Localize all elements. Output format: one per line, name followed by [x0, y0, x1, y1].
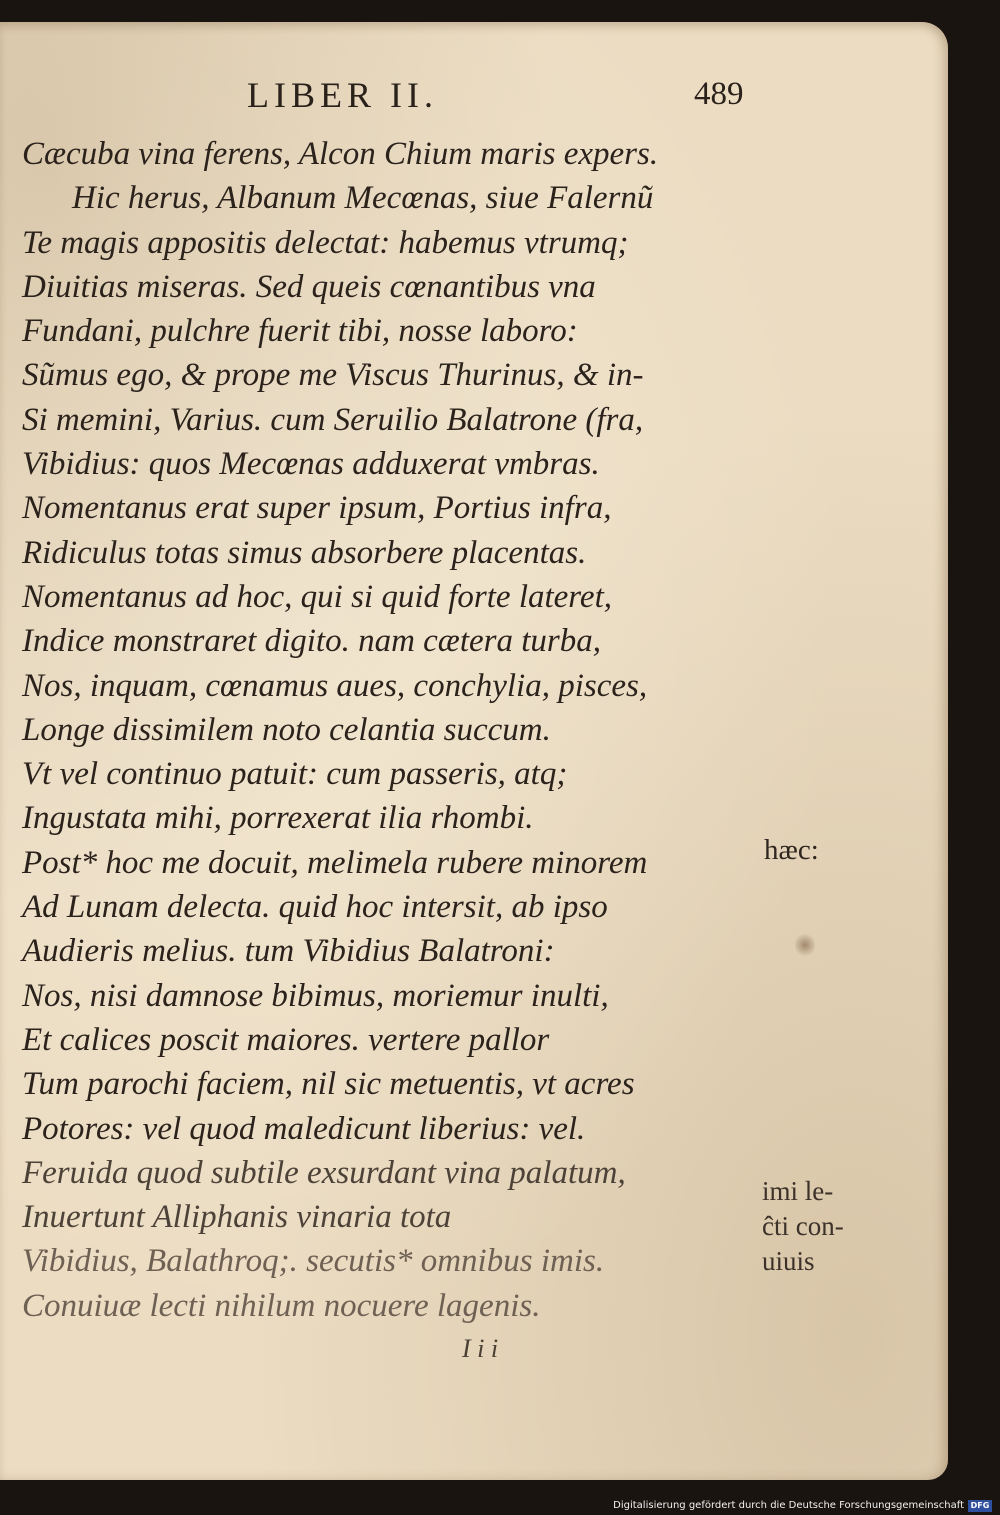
verse-line: Conuiuæ lecti nihilum nocuere lagenis. — [22, 1287, 541, 1324]
verse-line: Feruida quod subtile exsurdant vina palatum, — [22, 1154, 626, 1191]
verse-line: Indice monstraret digito. nam cætera turba, — [22, 623, 601, 660]
verse-line: Inuertunt Alliphanis vinaria tota — [22, 1199, 452, 1236]
verse-line: Nos, inquam, cœnamus aues, conchylia, pisces, — [22, 667, 648, 704]
verse-line: Nos, nisi damnose bibimus, moriemur inulti, — [22, 977, 609, 1014]
verse-line: Si memini, Varius. cum Seruilio Balatrone (fra, — [22, 401, 644, 438]
verse-line: Et calices poscit maiores. vertere pallor — [22, 1021, 550, 1058]
verse-line: Nomentanus erat super ipsum, Portius infra, — [22, 490, 612, 527]
verse-line: Cæcuba vina ferens, Alcon Chium maris expers. — [22, 136, 659, 172]
verse-line: Te magis appositis delectat: habemus vtrumq; — [22, 224, 629, 261]
verse-line: Diuitias miseras. Sed queis cœnantibus vna — [22, 268, 596, 305]
verse-line: Ingustata mihi, porrexerat ilia rhombi. — [22, 800, 534, 837]
book-page — [0, 22, 948, 1480]
verse-line: Vibidius: quos Mecœnas adduxerat vmbras. — [22, 446, 600, 483]
digitization-credit: Digitalisierung gefördert durch die Deutsche Forschungsgemeinschaft — [613, 1500, 964, 1511]
verse-line: Audieris melius. tum Vibidius Balatroni: — [22, 933, 555, 970]
verse-block — [22, 132, 782, 1328]
dfg-logo: DFG — [968, 1500, 992, 1512]
verse-line: Vt vel continuo patuit: cum passeris, atq; — [22, 756, 568, 793]
ink-stain — [795, 932, 815, 958]
catchword: I i i — [462, 1334, 499, 1363]
verse-line: Tum parochi faciem, nil sic metuentis, vt acres — [22, 1066, 635, 1103]
marginal-note: hæc: — [764, 834, 819, 866]
verse-line: Sũmus ego, & prope me Viscus Thurinus, & in- — [22, 357, 644, 394]
marginal-note: imi le- ĉti con- uiuis — [762, 1176, 844, 1276]
verse-line: Post* hoc me docuit, melimela rubere minorem — [22, 844, 648, 881]
verse-line: Ad Lunam delecta. quid hoc intersit, ab ipso — [22, 889, 608, 926]
verse-line: Hic herus, Albanum Mecœnas, siue Falernũ — [72, 180, 654, 217]
page-header — [0, 60, 948, 120]
verse-line: Ridiculus totas simus absorbere placentas. — [22, 534, 587, 571]
verse-line: Fundani, pulchre fuerit tibi, nosse laboro: — [22, 313, 578, 350]
verse-line: Longe dissimilem noto celantia succum. — [22, 711, 551, 748]
verse-line: Potores: vel quod maledicunt liberius: vel. — [22, 1110, 586, 1147]
running-head: LIBER II. — [247, 75, 438, 115]
page-number: 489 — [694, 76, 744, 112]
verse-line: Vibidius, Balathroq;. secutis* omnibus imis. — [22, 1243, 605, 1280]
verse-line: Nomentanus ad hoc, qui si quid forte lateret, — [22, 578, 612, 615]
